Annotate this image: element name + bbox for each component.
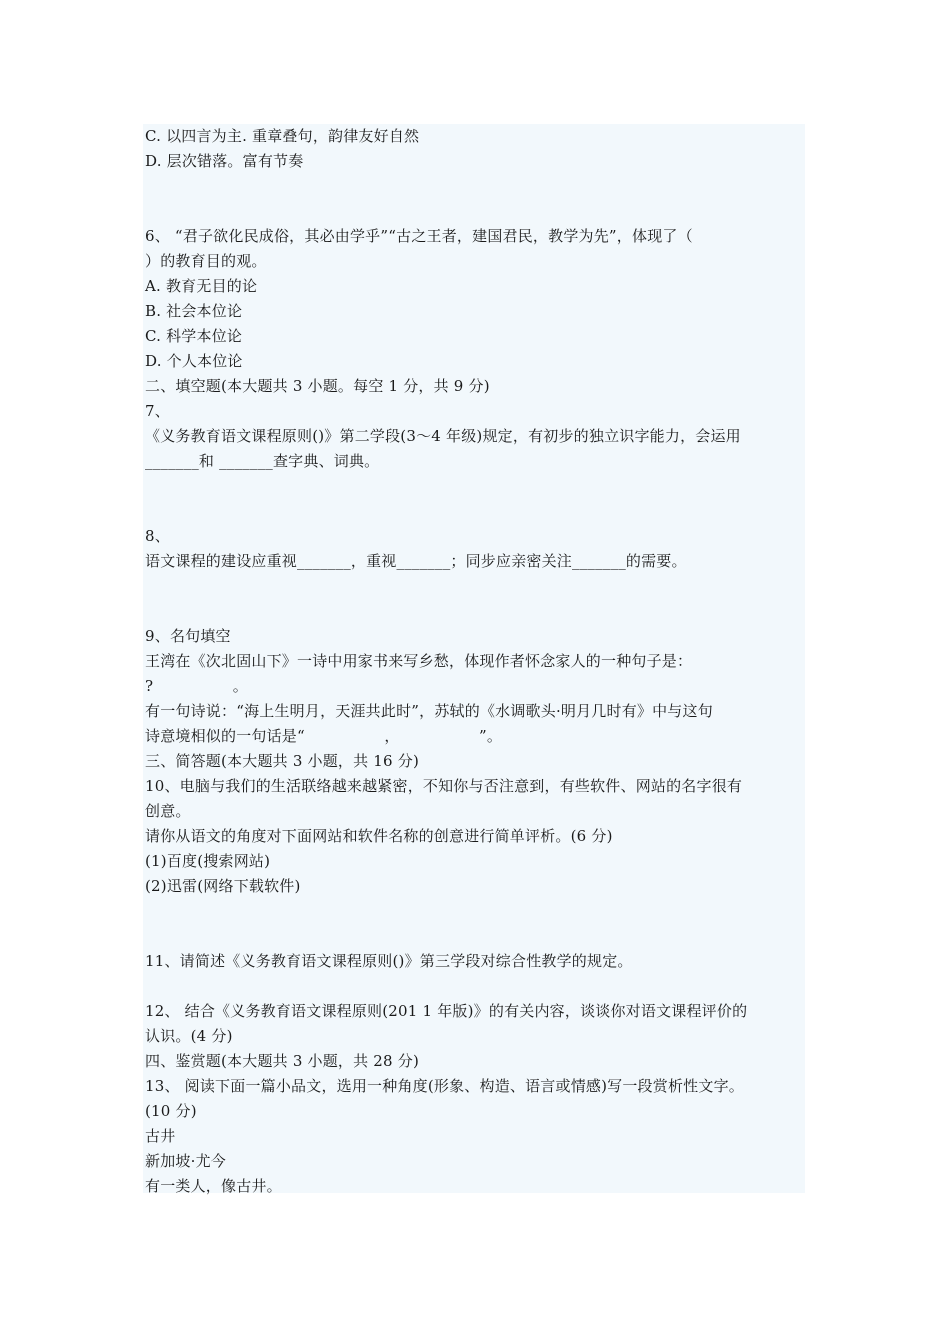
section-3-heading: 三、简答题(本大题共 3 小题，共 16 分) xyxy=(145,752,420,770)
option-6a: A. 教育无目的论 xyxy=(145,277,258,295)
question-8-stem: 语文课程的建设应重视_______，重视_______；同步应亲密关注_______的需要。 xyxy=(145,552,687,570)
question-10-stem: 10、电脑与我们的生活联络越来越紧密，不知你与否注意到，有些软件、网站的名字很有 xyxy=(145,777,743,795)
question-10-instruction: 请你从语文的角度对下面网站和软件名称的创意进行简单评析。(6 分) xyxy=(145,827,613,845)
question-10-item1: (1)百度(搜索网站) xyxy=(145,852,271,870)
question-8-number: 8、 xyxy=(145,527,170,545)
option-5c: C. 以四言为主. 重章叠句，韵律友好自然 xyxy=(145,127,420,145)
question-9-part1-blank: ? 。 xyxy=(145,677,248,695)
question-9-part1: 王湾在《次北固山下》一诗中用家书来写乡愁，体现作者怀念家人的一种句子是： xyxy=(145,652,693,670)
option-6c: C. 科学本位论 xyxy=(145,327,243,345)
question-10-stem-cont: 创意。 xyxy=(145,802,191,820)
question-13-points: (10 分) xyxy=(145,1102,197,1120)
question-9-part2: 有一句诗说：“海上生明月，天涯共此时”，苏轼的《水调歌头·明月几时有》中与这句 xyxy=(145,702,713,720)
question-9-part2-blank: 诗意境相似的一句话是“ ， ”。 xyxy=(145,727,503,745)
passage-author: 新加坡·尤今 xyxy=(145,1152,226,1170)
option-6d: D. 个人本位论 xyxy=(145,352,243,370)
question-10-item2: (2)迅雷(网络下载软件) xyxy=(145,877,301,895)
question-11-stem: 11、请简述《义务教育语文课程原则()》第三学段对综合性教学的规定。 xyxy=(145,952,633,970)
question-9-heading: 9、名句填空 xyxy=(145,627,231,645)
option-5d: D. 层次错落。富有节奏 xyxy=(145,152,304,170)
section-2-heading: 二、填空题(本大题共 3 小题。每空 1 分，共 9 分) xyxy=(145,377,490,395)
passage-title: 古井 xyxy=(145,1127,176,1145)
question-7-blanks: _______和 _______查字典、词典。 xyxy=(145,452,380,470)
option-6b: B. 社会本位论 xyxy=(145,302,243,320)
passage-first-line: 有一类人，像古井。 xyxy=(145,1177,282,1195)
question-13-stem: 13、 阅读下面一篇小品文，选用一种角度(形象、构造、语言或情感)写一段赏析性文字。 xyxy=(145,1077,744,1095)
question-12-stem-cont: 认识。(4 分) xyxy=(145,1027,233,1045)
question-6-stem: 6、 “君子欲化民成俗，其必由学乎”“古之王者，建国君民，教学为先”，体现了（ xyxy=(145,227,693,245)
question-12-stem: 12、 结合《义务教育语文课程原则(201 1 年版)》的有关内容，谈谈你对语文课程评价的 xyxy=(145,1002,748,1020)
section-4-heading: 四、鉴赏题(本大题共 3 小题，共 28 分) xyxy=(145,1052,420,1070)
question-6-stem-cont: ）的教育目的观。 xyxy=(145,252,267,270)
question-7-stem: 《义务教育语文课程原则()》第二学段(3～4 年级)规定，有初步的独立识字能力，会运用 xyxy=(145,427,741,445)
question-7-number: 7、 xyxy=(145,402,170,420)
